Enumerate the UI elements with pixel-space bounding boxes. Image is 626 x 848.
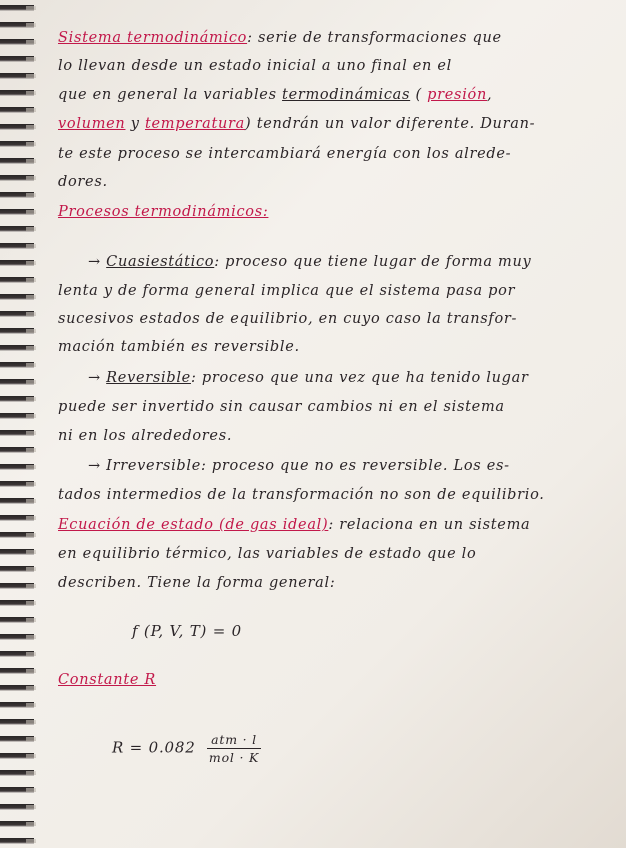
term-sistema-termodinamico: Sistema termodinámico: [58, 30, 248, 46]
paragraph-line: volumen y temperatura) tendrán un valor diferente. Duran-: [58, 116, 536, 132]
paragraph-line: → Cuasiestático: proceso que tiene lugar de forma muy: [88, 254, 532, 270]
arrow-icon: →: [88, 370, 101, 386]
paragraph-line: en equilibrio térmico, las variables de estado que lo: [58, 546, 477, 562]
term-reversible: Reversible: [106, 370, 191, 386]
term-ecuacion-de-estado: Ecuación de estado (de gas ideal): [58, 517, 329, 533]
term-temperatura: temperatura: [144, 116, 246, 132]
paragraph-line: Sistema termodinámico: serie de transformaciones que: [58, 30, 502, 46]
term-irreversible: Irreversible: [106, 458, 202, 474]
paragraph-line: → Irreversible: proceso que no es reversible. Los es-: [88, 458, 510, 474]
paragraph-line: tados intermedios de la transformación no son de equilibrio.: [58, 487, 545, 503]
paragraph-line: Ecuación de estado (de gas ideal): relaciona en un sistema: [58, 517, 531, 533]
term-presion: presión: [427, 87, 487, 103]
paragraph-line: ni en los alrededores.: [58, 428, 233, 444]
paragraph-line: → Reversible: proceso que una vez que ha tenido lugar: [88, 370, 529, 386]
notebook-punch-holes: [26, 0, 36, 848]
paragraph-line: mación también es reversible.: [58, 339, 300, 355]
paragraph-line: describen. Tiene la forma general:: [58, 575, 336, 591]
heading-procesos-termodinamicos: Procesos termodinámicos:: [58, 204, 269, 220]
paragraph-line: lenta y de forma general implica que el sistema pasa por: [58, 283, 516, 299]
heading-constante-r: Constante R: [58, 672, 157, 688]
paragraph-line: que en general la variables termodinámicas ( presión,: [58, 87, 493, 103]
paragraph-line: puede ser invertido sin causar cambios ni en el sistema: [58, 399, 505, 415]
arrow-icon: →: [88, 254, 101, 270]
fraction-units: $\frac{\text{atm · l}}{\text{mol · K}}$: [208, 732, 260, 765]
paragraph-line: te este proceso se intercambiará energía con los alrede-: [58, 146, 512, 162]
term-variables-termodinamicas: termodinámicas: [282, 87, 411, 103]
formula-constante-r: R = 0.082 $\frac{\text{atm · l}}{\text{mol · K}}$: [112, 732, 260, 765]
term-cuasiestatico: Cuasiestático: [106, 254, 215, 270]
paragraph-line: dores.: [58, 174, 108, 190]
arrow-icon: →: [88, 458, 101, 474]
paragraph-line: lo llevan desde un estado inicial a uno final en el: [58, 58, 453, 74]
term-volumen: volumen: [58, 116, 126, 132]
paragraph-line: sucesivos estados de equilibrio, en cuyo caso la transfor-: [58, 311, 518, 327]
formula-ecuacion-estado: f (P, V, T) = 0: [132, 622, 243, 640]
notebook-page: [36, 0, 626, 848]
